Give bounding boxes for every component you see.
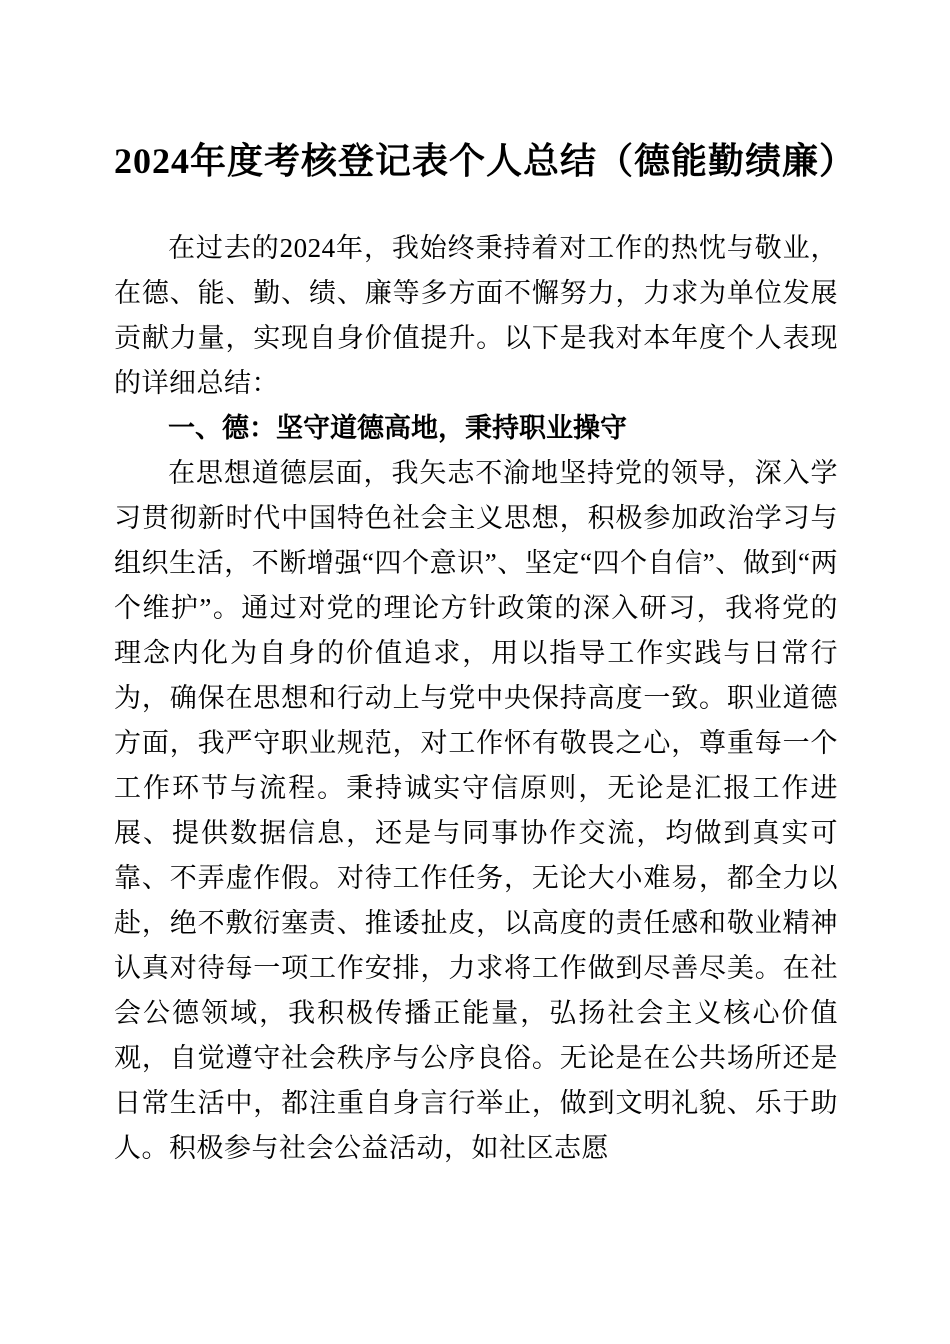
paragraph: 在思想道德层面，我矢志不渝地坚持党的领导，深入学习贯彻新时代中国特色社会主义思想，积极参加政治学习与组织生活，不断增强“四个意识”、坚定“四个自信”、做到“两个维护”。通过对党的理论方针政策的深入研习，我将党的理念内化为自身的价值追求，用以指导工作实践与日常行为，确保在思想和行动上与党中央保持高度一致。职业道德方面，我严守职业规范，对工作怀有敬畏之心，尊重每一个工作环节与流程。秉持诚实守信原则，无论是汇报工作进展、提供数据信息，还是与同事协作交流，均做到真实可靠、不弄虚作假。对待工作任务，无论大小难易，都全力以赴，绝不敷衍塞责、推诿扯皮，以高度的责任感和敬业精神认真对待每一项工作安排，力求将工作做到尽善尽美。在社会公德领域，我积极传播正能量，弘扬社会主义核心价值观，自觉遵守社会秩序与公序良俗。无论是在公共场所还是日常生活中，都注重自身言行举止，做到文明礼貌、乐于助人。积极参与社会公益活动，如社区志愿 xyxy=(114,458,838,1163)
document-body xyxy=(114,226,838,1171)
document-title: 2024年度考核登记表个人总结（德能勤绩廉） xyxy=(114,141,857,181)
paragraph: 在过去的2024年，我始终秉持着对工作的热忱与敬业，在德、能、勤、绩、廉等多方面不懈努力，力求为单位发展贡献力量，实现自身价值提升。以下是我对本年度个人表现的详细总结： xyxy=(114,233,838,398)
section-heading: 一、德：坚守道德高地，秉持职业操守 xyxy=(168,413,627,443)
